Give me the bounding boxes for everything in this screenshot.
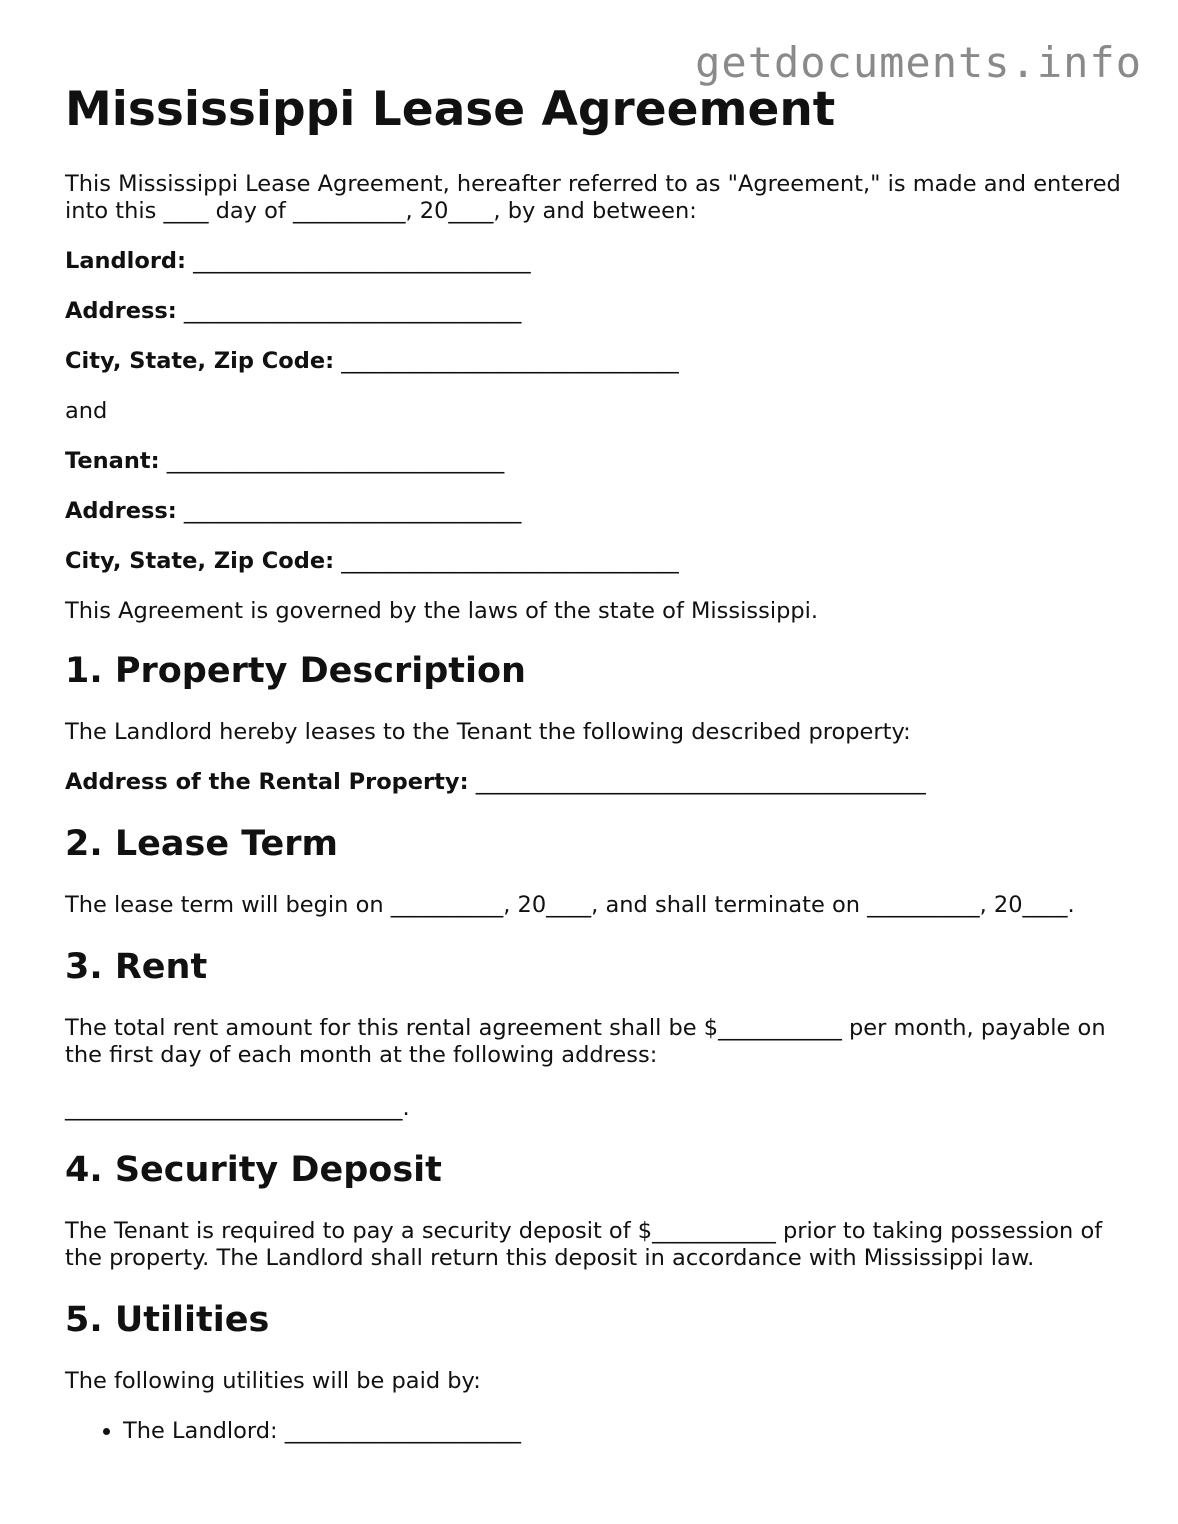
landlord-city-blank: ______________________________ xyxy=(341,348,679,374)
landlord-name-blank: ______________________________ xyxy=(193,248,531,274)
section-utilities-text: The following utilities will be paid by: xyxy=(65,1368,481,1394)
section-property-text: The Landlord hereby leases to the Tenant the following described property: xyxy=(65,719,911,745)
landlord-address-blank: ______________________________ xyxy=(183,298,522,324)
tenant-address-blank: ______________________________ xyxy=(183,498,522,524)
landlord-name-field xyxy=(65,248,1125,275)
section-deposit-heading: 4. Security Deposit xyxy=(65,1150,442,1190)
list-item: • The Landlord: _____________________ xyxy=(123,1418,1125,1445)
rental-property-address-blank: ________________________________________ xyxy=(475,769,926,795)
section-rent-heading: 3. Rent xyxy=(65,947,208,987)
tenant-city-blank: ______________________________ xyxy=(341,548,679,574)
section-rent-text: The total rent amount for this rental agreement shall be $___________ per month, payable on the first day of each month at the following address: xyxy=(65,1015,1106,1068)
governing-law-text: This Agreement is governed by the laws of the state of Mississippi. xyxy=(65,598,819,624)
rental-property-address-label: Address of the Rental Property: xyxy=(65,769,469,795)
tenant-name-blank: ______________________________ xyxy=(166,448,505,474)
section-term-heading: 2. Lease Term xyxy=(65,824,338,864)
tenant-address-label: Address: xyxy=(65,498,177,524)
tenant-city-field xyxy=(65,548,1125,575)
utilities-list xyxy=(65,1418,1125,1445)
rental-property-address-field xyxy=(65,769,1125,796)
rent-address-blank: ______________________________. xyxy=(65,1095,410,1121)
landlord-city-label: City, State, Zip Code: xyxy=(65,348,335,374)
landlord-address-field xyxy=(65,298,1125,325)
intro-paragraph: This Mississippi Lease Agreement, hereafter referred to as "Agreement," is made and entered into this ____ day of __________, 20____, by and between: xyxy=(65,171,1121,224)
and-text: and xyxy=(65,398,108,424)
section-property-heading: 1. Property Description xyxy=(65,651,526,691)
landlord-city-field xyxy=(65,348,1125,375)
landlord-name-label: Landlord: xyxy=(65,248,187,274)
watermark: getdocuments.info xyxy=(695,38,1142,87)
section-utilities-heading: 5. Utilities xyxy=(65,1300,270,1340)
document-page xyxy=(65,80,1125,1445)
tenant-name-label: Tenant: xyxy=(65,448,160,474)
section-deposit-text: The Tenant is required to pay a security deposit of $___________ prior to taking possession of the property. The Landlord shall return this deposit in accordance with Mississippi law. xyxy=(65,1218,1103,1271)
section-term-text: The lease term will begin on __________, 20____, and shall terminate on __________, 20____. xyxy=(65,892,1075,918)
document-title: Mississippi Lease Agreement xyxy=(65,82,836,137)
tenant-city-label: City, State, Zip Code: xyxy=(65,548,335,574)
tenant-address-field xyxy=(65,498,1125,525)
landlord-address-label: Address: xyxy=(65,298,177,324)
tenant-name-field xyxy=(65,448,1125,475)
